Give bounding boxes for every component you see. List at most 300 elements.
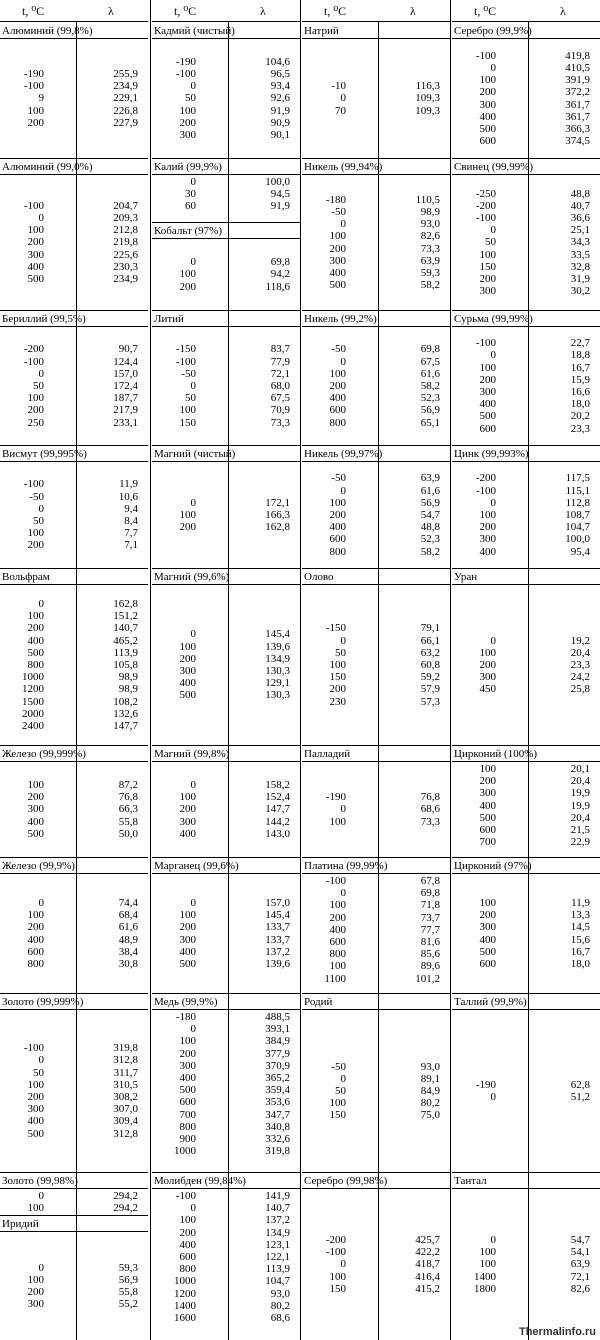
temperature-cell: 800: [179, 1263, 196, 1276]
temperature-cell: 400: [27, 815, 44, 828]
temperature-cell: 200: [179, 280, 196, 293]
temperature-cell: 600: [479, 957, 496, 970]
conductivity-cell: 158,2: [265, 779, 290, 791]
temperature-cell: 200: [479, 273, 496, 285]
conductivity-cell: 162,8: [265, 521, 290, 534]
temperature-cell: 0: [190, 779, 196, 791]
block-separator: [302, 857, 450, 858]
temperature-cell: 70: [335, 104, 346, 117]
conductivity-cell: 23,3: [570, 422, 590, 435]
conductivity-cell: 312,8: [113, 1127, 138, 1140]
temperature-cell: 0: [490, 349, 496, 362]
conductivity-cell: 140,7: [113, 622, 138, 635]
block-separator: [152, 1172, 300, 1173]
temperature-cell: 600: [329, 533, 346, 546]
material-title: Никель (99,94%): [304, 161, 383, 173]
conductivity-cell: 76,8: [420, 791, 440, 804]
material-title: Цирконий (100%): [454, 748, 538, 760]
conductivity-cell: 139,6: [265, 640, 290, 653]
block-separator: [152, 568, 300, 569]
conductivity-cell: 18,0: [570, 398, 590, 411]
conductivity-cell: 340,8: [265, 1120, 290, 1133]
temperature-cell: -190: [475, 1078, 496, 1091]
title-underline: [152, 174, 300, 175]
title-underline: [452, 38, 600, 39]
conductivity-cell: 25,1: [570, 224, 590, 237]
title-underline: [302, 174, 450, 175]
conductivity-cell: 34,3: [570, 236, 590, 249]
temperature-cell: 250: [27, 416, 44, 429]
conductivity-cell: 48,8: [420, 521, 440, 534]
temperature-cell: 500: [27, 273, 44, 285]
conductivity-cell: 72,1: [570, 1270, 590, 1283]
temperature-cell: 0: [340, 218, 346, 231]
conductivity-cell: 36,6: [570, 212, 590, 224]
temperature-cell: 100: [479, 361, 496, 374]
material-title: Марганец (99,6%): [154, 860, 239, 872]
conductivity-cell: 319,8: [265, 1145, 290, 1158]
temperature-cell: 2000: [22, 707, 44, 720]
conductivity-cell: 311,7: [113, 1066, 138, 1079]
conductivity-cell: 91,9: [270, 200, 290, 213]
conductivity-cell: 66,3: [118, 803, 138, 816]
temperature-cell: 0: [490, 61, 496, 74]
temperature-cell: 400: [329, 923, 346, 936]
temperature-cell: -100: [475, 49, 496, 62]
temperature-cell: -50: [181, 367, 196, 380]
temperature-cell: -180: [325, 193, 346, 206]
conductivity-cell: 212,8: [113, 224, 138, 237]
temperature-cell: 50: [335, 1084, 346, 1097]
conductivity-cell: 234,9: [113, 273, 138, 285]
temperature-cell: 600: [479, 135, 496, 148]
conductivity-cell: 137,2: [265, 1214, 290, 1227]
temperature-cell: 200: [329, 242, 346, 255]
conductivity-cell: 73,3: [270, 416, 290, 429]
temperature-cell: 600: [179, 1251, 196, 1263]
title-underline: [302, 761, 450, 762]
temperature-cell: 500: [479, 410, 496, 423]
conductivity-cell: 31,9: [570, 273, 590, 285]
temperature-cell: 400: [27, 634, 44, 647]
temperature-cell: 300: [27, 248, 44, 261]
conductivity-cell: 361,7: [565, 98, 590, 111]
conductivity-cell: 70,9: [270, 404, 290, 417]
conductivity-cell: 113,9: [113, 646, 138, 659]
temperature-cell: 500: [329, 279, 346, 292]
temperature-cell: 300: [179, 665, 196, 677]
title-underline: [152, 584, 300, 585]
conductivity-cell: 418,7: [415, 1258, 440, 1271]
temperature-cell: 100: [479, 74, 496, 87]
temperature-cell: 100: [27, 527, 44, 540]
conductivity-cell: 234,9: [113, 80, 138, 93]
temperature-cell: 0: [190, 379, 196, 392]
temperature-cell: 300: [27, 803, 44, 816]
conductivity-cell: 365,2: [265, 1072, 290, 1084]
temperature-cell: 50: [185, 92, 196, 105]
title-underline: [302, 38, 450, 39]
temperature-cell: 200: [27, 404, 44, 417]
conductivity-cell: 67,5: [420, 355, 440, 368]
temperature-cell: 700: [179, 1108, 196, 1121]
temperature-cell: 100: [329, 1270, 346, 1283]
temperature-cell: 100: [27, 392, 44, 405]
temperature-cell: 200: [479, 658, 496, 671]
temperature-cell: 600: [479, 824, 496, 836]
temperature-cell: -50: [331, 472, 346, 485]
temperature-cell: 200: [479, 909, 496, 922]
block-separator: [452, 857, 600, 858]
conductivity-cell: 11,9: [571, 896, 590, 909]
conductivity-cell: 139,6: [265, 957, 290, 970]
block-separator: [0, 745, 148, 746]
temperature-cell: 100: [27, 610, 44, 623]
temperature-cell: 800: [329, 948, 346, 961]
temperature-cell: 100: [479, 646, 496, 659]
temperature-cell: 2400: [22, 719, 44, 732]
conductivity-cell: 18,0: [570, 957, 590, 970]
conductivity-cell: 134,9: [265, 1226, 290, 1239]
conductivity-cell: 312,8: [113, 1054, 138, 1067]
temperature-cell: 0: [38, 212, 44, 224]
conductivity-cell: 91,9: [270, 104, 290, 117]
conductivity-cell: 366,3: [565, 122, 590, 135]
temperature-cell: 200: [27, 791, 44, 804]
temperature-cell: 0: [38, 1190, 44, 1202]
header-t: t, ⁰C: [174, 4, 197, 18]
conductivity-cell: 465,2: [113, 634, 138, 647]
temperature-cell: 500: [479, 945, 496, 958]
conductivity-cell: 308,2: [113, 1091, 138, 1103]
conductivity-cell: 20,2: [570, 410, 590, 423]
temperature-cell: 0: [190, 496, 196, 509]
temperature-cell: 1200: [174, 1287, 196, 1300]
temperature-cell: -100: [23, 478, 44, 491]
conductivity-cell: 77,7: [420, 923, 440, 936]
conductivity-cell: 24,2: [570, 671, 590, 684]
conductivity-cell: 58,2: [420, 379, 440, 392]
conductivity-cell: 69,8: [420, 887, 440, 900]
temperature-cell: 400: [27, 1115, 44, 1128]
temperature-cell: 150: [479, 260, 496, 273]
block-separator: [302, 310, 450, 311]
conductivity-cell: 58,2: [420, 279, 440, 292]
material-title: Вольфрам: [2, 571, 50, 583]
temperature-cell: 100: [27, 909, 44, 922]
conductivity-cell: 80,2: [270, 1299, 290, 1312]
title-underline: [152, 873, 300, 874]
conductivity-cell: 63,2: [420, 646, 440, 659]
block-separator: [152, 222, 300, 223]
conductivity-cell: 353,6: [265, 1096, 290, 1109]
conductivity-cell: 81,6: [420, 936, 440, 948]
temperature-cell: 0: [490, 634, 496, 647]
title-underline: [0, 873, 148, 874]
conductivity-cell: 84,9: [420, 1084, 440, 1097]
temperature-cell: 100: [27, 104, 44, 117]
material-title: Таллий (99,9%): [454, 996, 527, 1008]
conductivity-cell: 425,7: [415, 1234, 440, 1246]
temperature-cell: 800: [27, 957, 44, 970]
title-underline: [302, 1188, 450, 1189]
temperature-cell: 200: [27, 1091, 44, 1103]
title-underline: [302, 461, 450, 462]
temperature-cell: 300: [479, 787, 496, 800]
conductivity-cell: 391,9: [565, 74, 590, 87]
material-title: Платина (99,99%): [304, 860, 388, 872]
conductivity-cell: 172,4: [113, 379, 138, 392]
temperature-cell: 0: [340, 1258, 346, 1271]
temperature-cell: 230: [329, 695, 346, 708]
temperature-cell: 600: [479, 422, 496, 435]
temperature-cell: 200: [479, 521, 496, 534]
temperature-cell: -50: [331, 1060, 346, 1073]
temperature-cell: 200: [329, 379, 346, 392]
conductivity-cell: 40,7: [570, 199, 590, 212]
temperature-cell: 0: [38, 367, 44, 380]
conductivity-cell: 416,4: [415, 1270, 440, 1283]
temperature-cell: 100: [329, 230, 346, 243]
conductivity-cell: 32,8: [570, 260, 590, 273]
temperature-cell: 200: [479, 775, 496, 788]
conductivity-cell: 68,6: [420, 803, 440, 816]
temperature-cell: 500: [27, 1127, 44, 1140]
temperature-cell: 0: [340, 803, 346, 816]
temperature-cell: 800: [27, 658, 44, 671]
conductivity-cell: 18,8: [570, 349, 590, 362]
conductivity-cell: 54,7: [420, 508, 440, 521]
conductivity-cell: 319,8: [113, 1042, 138, 1055]
conductivity-cell: 370,9: [265, 1059, 290, 1072]
block-separator: [0, 310, 148, 311]
conductivity-cell: 109,3: [415, 104, 440, 117]
conductivity-cell: 332,6: [265, 1133, 290, 1145]
temperature-cell: 0: [190, 256, 196, 269]
conductivity-cell: 108,2: [113, 695, 138, 708]
conductivity-cell: 20,4: [570, 775, 590, 788]
temperature-cell: 200: [329, 683, 346, 696]
conductivity-cell: 116,3: [415, 80, 440, 93]
temperature-cell: 0: [340, 1072, 346, 1085]
temperature-cell: -200: [325, 1234, 346, 1246]
conductivity-cell: 79,1: [420, 622, 440, 635]
temperature-cell: 300: [479, 533, 496, 546]
watermark: Thermalinfo.ru: [518, 1326, 596, 1338]
conductivity-cell: 74,4: [118, 896, 138, 909]
title-underline: [0, 584, 148, 585]
temperature-cell: 300: [479, 671, 496, 684]
material-title: Магний (чистый): [154, 448, 236, 460]
title-underline: [452, 1188, 600, 1189]
material-title: Сурьма (99,99%): [454, 313, 533, 325]
temperature-cell: 1200: [22, 683, 44, 696]
column-divider: [450, 0, 451, 1340]
conductivity-cell: 130,3: [265, 665, 290, 677]
temperature-cell: 0: [38, 502, 44, 515]
temperature-cell: 300: [179, 815, 196, 828]
temperature-cell: -100: [23, 199, 44, 212]
temperature-cell: 200: [27, 921, 44, 934]
conductivity-cell: 60,8: [420, 658, 440, 671]
temperature-cell: 0: [190, 1202, 196, 1215]
conductivity-cell: 229,1: [113, 92, 138, 105]
temperature-cell: 100: [329, 496, 346, 509]
conductivity-cell: 93,0: [270, 1287, 290, 1300]
temperature-cell: 500: [179, 689, 196, 702]
conductivity-cell: 63,9: [420, 472, 440, 485]
temperature-cell: 0: [190, 628, 196, 641]
temperature-cell: 200: [179, 521, 196, 534]
temperature-cell: 100: [479, 763, 496, 775]
material-title: Цирконий (97%): [454, 860, 532, 872]
block-separator: [302, 993, 450, 994]
material-title: Никель (99,2%): [304, 313, 377, 325]
title-underline: [302, 584, 450, 585]
temperature-cell: 500: [27, 646, 44, 659]
conductivity-cell: 384,9: [265, 1035, 290, 1048]
temperature-cell: 400: [329, 392, 346, 405]
material-title: Кобальт (97%): [154, 225, 222, 237]
temperature-cell: 100: [329, 1097, 346, 1110]
conductivity-cell: 52,3: [420, 392, 440, 405]
header-lambda: λ: [560, 4, 566, 18]
conductivity-cell: 76,8: [118, 791, 138, 804]
conductivity-cell: 130,3: [265, 689, 290, 702]
material-title: Железо (99,9%): [2, 860, 75, 872]
conductivity-cell: 145,4: [265, 628, 290, 641]
conductivity-cell: 104,7: [265, 1275, 290, 1288]
temperature-cell: -100: [175, 1190, 196, 1202]
temperature-cell: 500: [479, 811, 496, 824]
title-underline: [0, 1188, 148, 1189]
conductivity-cell: 61,6: [420, 484, 440, 497]
conductivity-cell: 30,2: [570, 285, 590, 298]
conductivity-cell: 415,2: [415, 1282, 440, 1295]
block-separator: [452, 745, 600, 746]
material-title: Литий: [154, 313, 184, 325]
conductivity-cell: 82,6: [420, 230, 440, 243]
conductivity-cell: 141,9: [265, 1190, 290, 1202]
conductivity-cell: 85,6: [420, 948, 440, 961]
block-separator: [0, 568, 148, 569]
conductivity-cell: 89,6: [420, 960, 440, 973]
temperature-cell: 600: [329, 936, 346, 948]
conductivity-cell: 89,1: [420, 1072, 440, 1085]
temperature-cell: 400: [479, 933, 496, 946]
conductivity-cell: 62,8: [570, 1078, 590, 1091]
conductivity-cell: 117,5: [565, 472, 590, 485]
temperature-cell: 150: [329, 671, 346, 684]
conductivity-cell: 147,7: [265, 803, 290, 816]
temperature-cell: 200: [179, 652, 196, 665]
conductivity-cell: 166,3: [265, 508, 290, 521]
conductivity-cell: 57,9: [420, 683, 440, 696]
conductivity-cell: 374,5: [565, 135, 590, 148]
title-underline: [152, 761, 300, 762]
temperature-cell: -100: [23, 80, 44, 93]
temperature-cell: 400: [479, 545, 496, 558]
conductivity-cell: 98,9: [420, 205, 440, 218]
temperature-cell: 700: [479, 836, 496, 849]
column-divider: [300, 0, 301, 1340]
temperature-cell: -50: [331, 343, 346, 356]
conductivity-cell: 56,9: [420, 404, 440, 417]
temperature-cell: 200: [479, 86, 496, 99]
temperature-cell: 1000: [174, 1145, 196, 1158]
conductivity-cell: 115,1: [565, 484, 590, 497]
temperature-cell: 100: [329, 960, 346, 973]
temperature-cell: 400: [179, 1238, 196, 1251]
temperature-cell: 400: [179, 945, 196, 958]
conductivity-cell: 225,6: [113, 248, 138, 261]
conductivity-cell: 108,7: [565, 508, 590, 521]
temperature-cell: -250: [475, 187, 496, 200]
conductivity-cell: 359,4: [265, 1084, 290, 1097]
conductivity-cell: 94,2: [270, 268, 290, 281]
conductivity-cell: 377,9: [265, 1047, 290, 1060]
title-underline: [0, 326, 148, 327]
conductivity-cell: 230,3: [113, 260, 138, 273]
conductivity-cell: 422,2: [415, 1246, 440, 1259]
material-title: Кадмий (чистый): [154, 25, 235, 37]
conductivity-cell: 294,2: [113, 1190, 138, 1202]
material-title: Серебро (99,98%): [304, 1175, 388, 1187]
conductivity-cell: 15,6: [570, 933, 590, 946]
temperature-cell: 50: [335, 646, 346, 659]
title-underline: [452, 584, 600, 585]
temperature-cell: 400: [179, 677, 196, 690]
conductivity-cell: 73,7: [420, 911, 440, 924]
title-underline: [302, 1009, 450, 1010]
conductivity-cell: 104,6: [265, 55, 290, 68]
conductivity-cell: 372,2: [565, 86, 590, 99]
temperature-cell: 100: [329, 367, 346, 380]
conductivity-cell: 209,3: [113, 212, 138, 224]
temperature-cell: 1800: [474, 1282, 496, 1295]
material-title: Свинец (99,99%): [454, 161, 534, 173]
title-underline: [452, 174, 600, 175]
temperature-cell: 100: [27, 224, 44, 237]
temperature-cell: 0: [190, 896, 196, 909]
temperature-cell: -100: [175, 68, 196, 80]
material-title: Уран: [454, 571, 478, 583]
conductivity-cell: 59,3: [420, 266, 440, 279]
temperature-cell: 200: [179, 1226, 196, 1239]
temperature-cell: -200: [23, 343, 44, 356]
temperature-cell: 500: [179, 1084, 196, 1097]
temperature-cell: 300: [329, 254, 346, 267]
conductivity-cell: 20,4: [570, 646, 590, 659]
temperature-cell: 100: [179, 909, 196, 922]
conductivity-cell: 255,9: [113, 68, 138, 80]
block-separator: [152, 445, 300, 446]
title-underline: [452, 326, 600, 327]
temperature-cell: 50: [185, 392, 196, 405]
temperature-cell: -100: [325, 875, 346, 887]
conductivity-cell: 162,8: [113, 597, 138, 610]
conductivity-cell: 69,8: [420, 343, 440, 356]
conductivity-cell: 59,2: [420, 671, 440, 684]
conductivity-cell: 137,2: [265, 945, 290, 958]
temperature-cell: 400: [479, 799, 496, 812]
conductivity-cell: 16,6: [570, 386, 590, 398]
conductivity-cell: 10,6: [118, 490, 138, 503]
conductivity-cell: 145,4: [265, 909, 290, 922]
temperature-cell: 200: [27, 1286, 44, 1298]
temperature-cell: 400: [27, 933, 44, 946]
material-title: Никель (99,97%): [304, 448, 383, 460]
